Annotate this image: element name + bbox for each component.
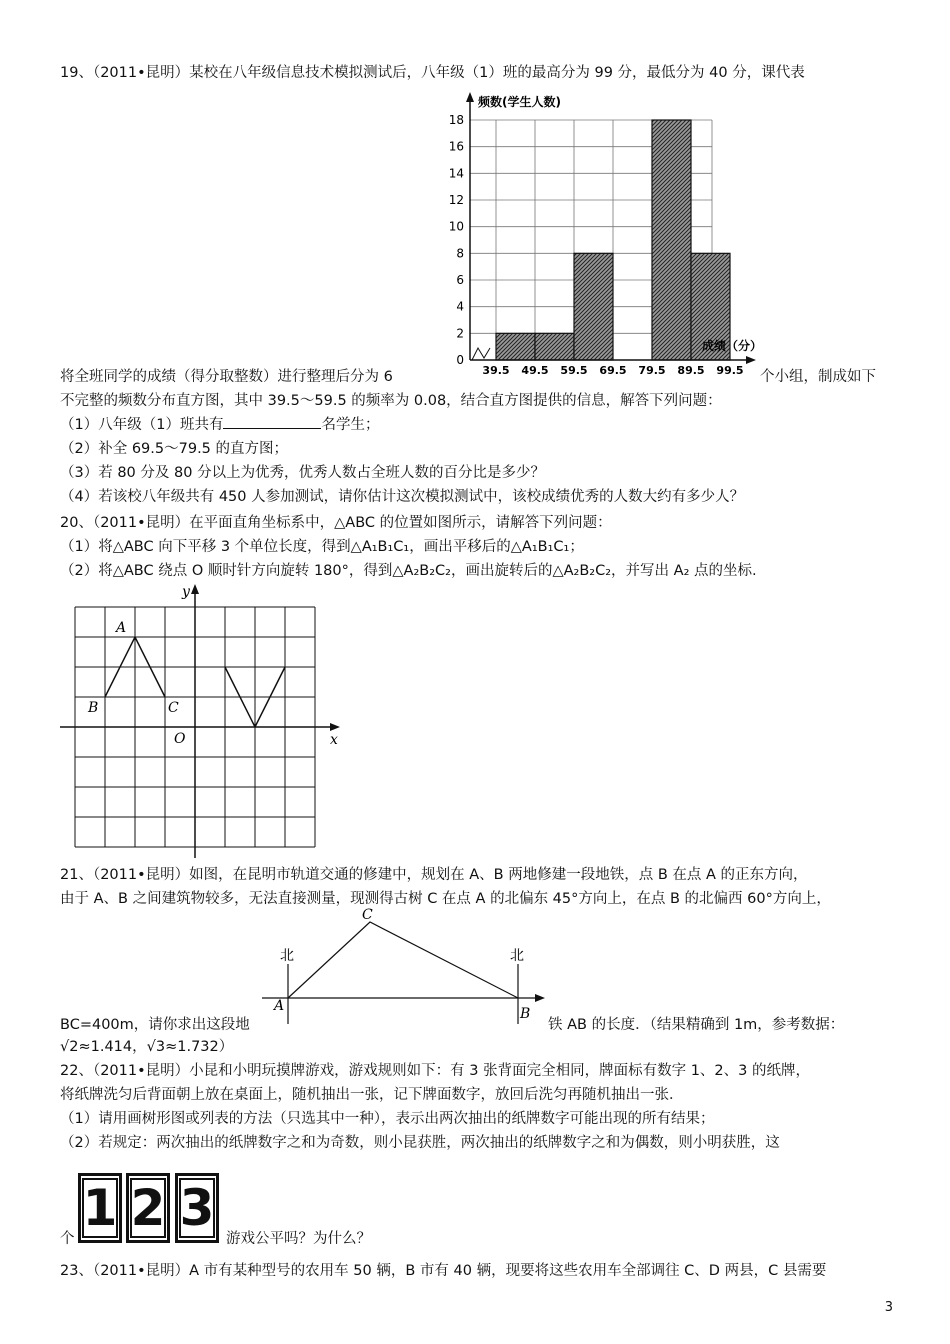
- x-tick-label: 99.5: [716, 364, 744, 377]
- q21-line3a: BC=400m，请你求出这段地: [60, 1017, 250, 1033]
- point-c-label: C: [168, 700, 179, 716]
- y-axis-label: y: [182, 584, 190, 600]
- q22-line-end-b: 游戏公平吗？为什么？: [226, 1231, 371, 1247]
- histogram-bar-2: [535, 333, 574, 360]
- histogram-x-ticks: [482, 364, 743, 377]
- q21-line1: 21、（2011•昆明）如图，在昆明市轨道交通的修建中，规划在 A、B 两地修建一段地铁，点 B 在点 A 的正东方向，: [60, 867, 808, 883]
- histogram-x-label: 成绩（分）: [702, 339, 763, 353]
- histogram-y-label: 频数(学生人数): [478, 95, 561, 109]
- y-tick-label: 2: [456, 326, 464, 341]
- geometry-figure-ab: [260, 906, 550, 1026]
- q20-item1: （1）将△ABC 向下平移 3 个单位长度，得到△A₁B₁C₁，画出平移后的△A₁B₁C₁；: [60, 539, 584, 555]
- y-tick-label: 8: [456, 246, 464, 261]
- q22-line2: 将纸牌洗匀后背面朝上放在桌面上，随机抽出一张，记下牌面数字，放回后洗匀再随机抽出一张．: [60, 1087, 684, 1103]
- point-b-label: B: [88, 700, 99, 716]
- q21-line4: √2≈1.414，√3≈1.732）: [60, 1039, 234, 1055]
- x-tick-label: 39.5: [482, 364, 510, 377]
- triangle-acb: [288, 922, 518, 998]
- x-tick-label: 49.5: [521, 364, 549, 377]
- q22-item1: （1）请用画树形图或列表的方法（只选其中一种），表示出两次抽出的纸牌数字可能出现的所有结果；: [60, 1111, 715, 1127]
- y-tick-label: 10: [448, 219, 464, 234]
- histogram-y-ticks: [449, 113, 464, 367]
- point-a-label: A: [274, 998, 285, 1014]
- q22-line-end-a: 个: [60, 1231, 75, 1247]
- x-tick-label: 79.5: [638, 364, 666, 377]
- x-tick-label: 59.5: [560, 364, 588, 377]
- q19-item1: [60, 414, 379, 436]
- y-tick-label: 6: [456, 273, 464, 287]
- x-tick-label: 69.5: [599, 364, 627, 377]
- q23-line1: 23、（2011•昆明）A 市有某种型号的农用车 50 辆，B 市有 40 辆，现要将这些农用车全部调往 C、D 两县，C 县需要: [60, 1263, 827, 1279]
- coordinate-grid-figure: [60, 582, 350, 862]
- q22-item2: （2）若规定：两次抽出的纸牌数字之和为奇数，则小昆获胜，两次抽出的纸牌数字之和为偶数，则小明获胜，这: [60, 1135, 780, 1151]
- q19-item2: （2）补全 69.5～79.5 的直方图；: [60, 441, 289, 457]
- point-c-label: C: [362, 907, 373, 923]
- q20-item2: （2）将△ABC 绕点 O 顺时针方向旋转 180°，得到△A₂B₂C₂，画出旋转后的△A₂B₂C₂，并写出 A₂ 点的坐标.: [60, 563, 757, 579]
- card-3-digit: 3: [179, 1179, 215, 1237]
- origin-label: O: [174, 731, 186, 747]
- q22-line1: 22、（2011•昆明）小昆和小明玩摸牌游戏，游戏规则如下：有 3 张背面完全相同，牌面标有数字 1、2、3 的纸牌，: [60, 1063, 810, 1079]
- card-1-digit: 1: [82, 1179, 118, 1237]
- y-tick-label: 0: [456, 353, 464, 367]
- q19-line3: 不完整的频数分布直方图，其中 39.5～59.5 的频率为 0.08，结合直方图提供的信息，解答下列问题：: [60, 393, 722, 409]
- point-b-label: B: [520, 1006, 531, 1022]
- north-label-b: 北: [510, 948, 524, 964]
- histogram-bar-5: [652, 120, 691, 360]
- page-number: 3: [884, 1300, 893, 1315]
- q19-item1-text: （1）八年级（1）班共有: [60, 417, 224, 433]
- q19-item3: （3）若 80 分及 80 分以上为优秀，优秀人数占全班人数的百分比是多少？: [60, 465, 546, 481]
- q19-line2b: 个小组，制成如下: [760, 369, 876, 385]
- histogram-chart: [440, 90, 780, 380]
- q20-line1: 20、（2011•昆明）在平面直角坐标系中，△ABC 的位置如图所示，请解答下列问题：: [60, 515, 612, 531]
- q19-item1-suffix: 名学生；: [321, 417, 380, 433]
- card-2: [126, 1173, 170, 1243]
- q19-item4: （4）若该校八年级共有 450 人参加测试，请你估计这次模拟测试中，该校成绩优秀的人数大约有多少人？: [60, 489, 745, 505]
- q21-line3b: 铁 AB 的长度．（结果精确到 1m，参考数据：: [548, 1017, 845, 1033]
- answer-blank[interactable]: [223, 414, 321, 429]
- q19-line1: 19、（2011•昆明）某校在八年级信息技术模拟测试后，八年级（1）班的最高分为 99 分，最低分为 40 分，课代表: [60, 65, 805, 81]
- x-axis-label: x: [330, 732, 338, 748]
- card-1: [78, 1173, 122, 1243]
- y-tick-label: 14: [448, 166, 464, 181]
- card-2-digit: 2: [130, 1179, 166, 1237]
- point-a-label: A: [116, 620, 127, 636]
- y-tick-label: 18: [448, 113, 464, 127]
- x-tick-label: 89.5: [677, 364, 705, 377]
- card-3: [175, 1173, 219, 1243]
- y-tick-label: 16: [448, 139, 464, 154]
- histogram-bar-3: [574, 253, 613, 360]
- q19-line2a: 将全班同学的成绩（得分取整数）进行整理后分为 6: [60, 369, 393, 385]
- histogram-bar-1: [496, 333, 535, 360]
- q21-line2: 由于 A、B 之间建筑物较多，无法直接测量，现测得古树 C 在点 A 的北偏东 45°方向上，在点 B 的北偏西 60°方向上，: [60, 891, 831, 907]
- north-label-a: 北: [280, 948, 294, 964]
- y-tick-label: 4: [456, 299, 464, 314]
- y-tick-label: 12: [448, 193, 464, 207]
